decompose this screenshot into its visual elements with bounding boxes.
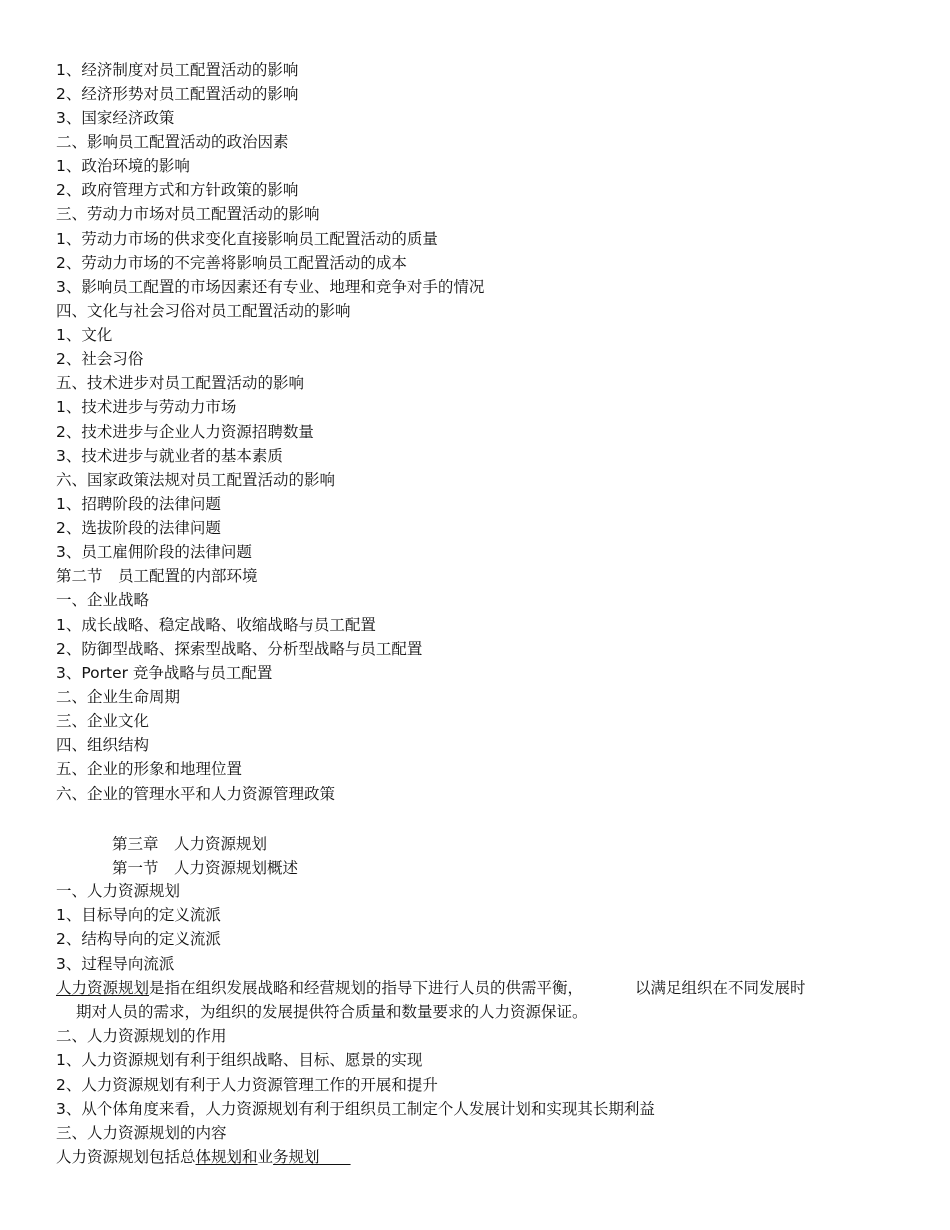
chapter-title: 第三章 人力资源规划 [112,835,268,853]
definition-text: 是指在组织发展战略和经营规划的指导下进行人员的供需平衡， [149,979,584,997]
text-line: 1、招聘阶段的法律问题 [56,495,221,513]
text-line: 四、文化与社会习俗对员工配置活动的影响 [56,302,351,320]
text-line: 二、人力资源规划的作用 [56,1027,227,1045]
content-prefix: 人力资源规划包括总 [56,1148,196,1166]
definition-continuation: 期对人员的需求，为组织的发展提供符合质量和数量要求的人力资源保证。 [76,1003,588,1021]
text-line: 1、成长战略、稳定战略、收缩战略与员工配置 [56,616,376,634]
text-line: 2、社会习俗 [56,350,144,368]
text-line: 四、组织结构 [56,736,150,754]
text-line: 2、劳动力市场的不完善将影响员工配置活动的成本 [56,254,407,272]
text-line: 三、企业文化 [56,712,150,730]
text-line: 一、企业战略 [56,591,150,609]
content-underlined-1: 体规划和 [195,1148,258,1166]
text-line: 2、人力资源规划有利于人力资源管理工作的开展和提升 [56,1076,438,1094]
text-line: 二、影响员工配置活动的政治因素 [56,133,289,151]
text-line: 3、影响员工配置的市场因素还有专业、地理和竞争对手的情况 [56,278,485,296]
section-heading: 第二节 员工配置的内部环境 [56,567,258,585]
section-title: 第一节 人力资源规划概述 [112,859,299,877]
content-line [56,1147,351,1167]
text-line: 1、目标导向的定义流派 [56,906,221,924]
text-line: 六、国家政策法规对员工配置活动的影响 [56,471,336,489]
text-line: 2、结构导向的定义流派 [56,930,221,948]
text-line: 3、员工雇佣阶段的法律问题 [56,543,252,561]
text-line: 3、技术进步与就业者的基本素质 [56,447,283,465]
text-line: 五、技术进步对员工配置活动的影响 [56,374,305,392]
text-line: 三、劳动力市场对员工配置活动的影响 [56,205,320,223]
text-line: 2、技术进步与企业人力资源招聘数量 [56,423,314,441]
content-underlined-2: 务规划 [273,1148,351,1166]
text-line: 3、过程导向流派 [56,955,175,973]
text-line: 1、人力资源规划有利于组织战略、目标、愿景的实现 [56,1051,423,1069]
text-line: 2、防御型战略、探索型战略、分析型战略与员工配置 [56,640,423,658]
text-line: 1、经济制度对员工配置活动的影响 [56,61,299,79]
content-mid: 业 [257,1148,274,1166]
text-line: 2、政府管理方式和方针政策的影响 [56,181,299,199]
text-line: 1、劳动力市场的供求变化直接影响员工配置活动的质量 [56,230,438,248]
text-line: 二、企业生命周期 [56,688,181,706]
definition-term: 人力资源规划 [56,979,150,997]
text-line: 3、Porter 竞争战略与员工配置 [56,664,273,682]
definition-text-2: 以满足组织在不同发展时 [635,979,806,997]
text-line: 3、国家经济政策 [56,109,175,127]
text-line: 一、人力资源规划 [56,882,181,900]
text-line: 2、经济形势对员工配置活动的影响 [56,85,299,103]
text-line: 1、技术进步与劳动力市场 [56,398,237,416]
text-line: 1、文化 [56,326,113,344]
definition-line [56,978,806,998]
text-line: 3、从个体角度来看，人力资源规划有利于组织员工制定个人发展计划和实现其长期利益 [56,1100,655,1118]
text-line: 五、企业的形象和地理位置 [56,760,243,778]
text-line: 2、选拔阶段的法律问题 [56,519,221,537]
text-line: 1、政治环境的影响 [56,157,190,175]
text-line: 三、人力资源规划的内容 [56,1124,227,1142]
text-line: 六、企业的管理水平和人力资源管理政策 [56,785,336,803]
